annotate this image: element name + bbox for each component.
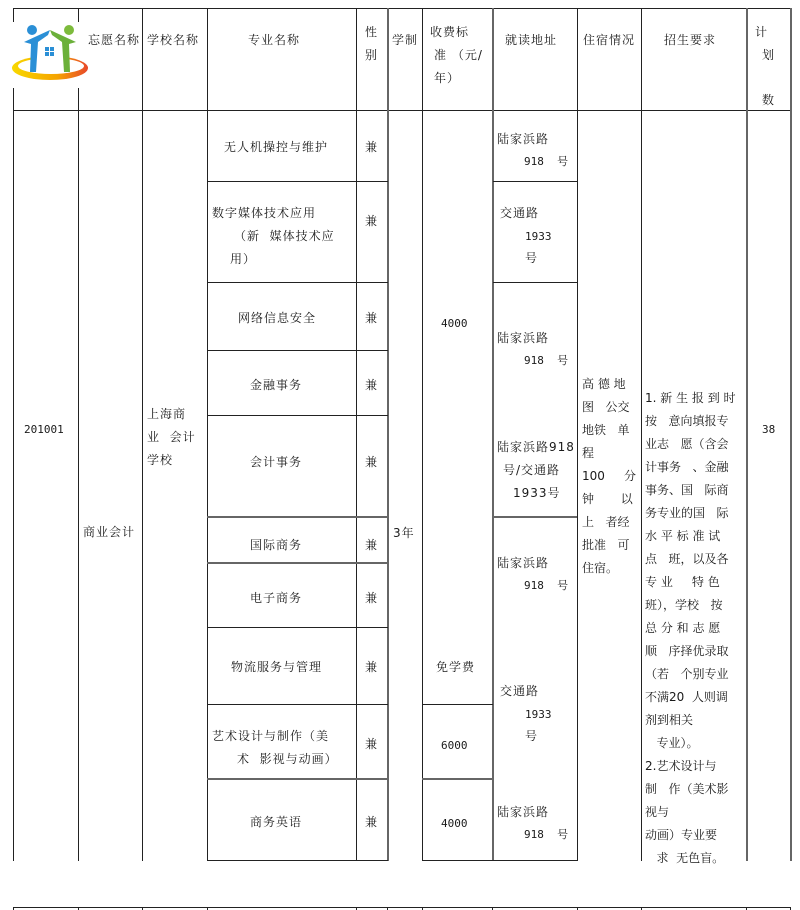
col-border (78, 8, 79, 22)
header-address: 就读地址 (505, 33, 558, 47)
address-1-line-2: 918 号 (524, 155, 569, 168)
address-3-line-2: 918 号 (524, 354, 569, 367)
requirement-line: 事务、国 际商 (645, 483, 729, 497)
address-row-border (493, 282, 577, 283)
header-plan-1: 计 (755, 25, 769, 39)
major-name-line-3: 用） (230, 252, 257, 266)
table-top-border (13, 8, 791, 9)
col-border (207, 8, 208, 861)
row-border (207, 415, 388, 416)
row-border (207, 516, 388, 518)
school-name-line-1: 上海商 (147, 407, 187, 421)
header-major-name: 专业名称 (248, 33, 301, 47)
major-gender: 兼 (365, 815, 379, 829)
header-fee-3: 年） (434, 71, 461, 85)
major-name: 物流服务与管理 (231, 660, 323, 674)
address-2-line-1: 交通路 (500, 206, 540, 220)
header-choice-name: 忘愿名称 (88, 33, 141, 47)
choice-name: 商业会计 (83, 525, 136, 539)
housing-line: 钟 以 (582, 492, 633, 506)
col-border (356, 8, 357, 861)
header-housing: 住宿情况 (583, 33, 636, 47)
requirement-line: 水 平 标 准 试 (645, 529, 721, 543)
fee-address-bottom-border (422, 860, 578, 861)
major-gender: 兼 (365, 311, 379, 325)
fee-row-border (422, 704, 493, 705)
requirement-line: 按 意向填报专 (645, 414, 729, 428)
table-bottom-border (207, 860, 388, 861)
address-3-line-1: 陆家浜路 (497, 331, 550, 345)
plan-count: 38 (762, 423, 776, 436)
major-name: 商务英语 (250, 815, 303, 829)
housing-line: 住宿。 (582, 561, 619, 575)
major-gender: 兼 (365, 455, 379, 469)
major-name-line-1: 艺术设计与制作（美 (212, 729, 330, 743)
col-border (746, 8, 748, 861)
requirement-line: 2.艺术设计与 (645, 759, 717, 773)
address-6-line-2: 1933 (525, 708, 552, 721)
fee-group-1: 4000 (441, 317, 468, 330)
header-bottom-border (13, 110, 791, 111)
address-7-line-1: 陆家浜路 (497, 805, 550, 819)
col-border (422, 8, 423, 861)
requirement-line: 视与 (645, 805, 670, 819)
major-name: 会计事务 (250, 455, 303, 469)
housing-line: 上 者经 (582, 515, 630, 529)
fee-group-3: 6000 (441, 739, 468, 752)
address-4-line-1: 陆家浜路918 (497, 440, 575, 454)
choice-code: 201001 (24, 423, 64, 436)
row-border (207, 181, 388, 182)
major-gender: 兼 (365, 378, 379, 392)
fee-group-2: 免学费 (436, 660, 476, 674)
major-gender: 兼 (365, 140, 379, 154)
major-name: 网络信息安全 (238, 311, 317, 325)
school-name-line-3: 学校 (147, 453, 174, 467)
row-border (207, 704, 388, 705)
header-school-name: 学校名称 (147, 33, 200, 47)
requirement-line: 计事务 、金融 (645, 460, 729, 474)
major-gender: 兼 (365, 737, 379, 751)
requirement-line: 点 班，以及各 (645, 552, 729, 566)
major-name-line-2: （新 媒体技术应 (234, 229, 335, 243)
requirement-line: 不满20 人则调 (645, 690, 728, 704)
address-2-line-2: 1933 (525, 230, 552, 243)
requirement-line: （若 个别专业 (645, 667, 729, 681)
major-gender: 兼 (365, 591, 379, 605)
major-name: 国际商务 (250, 538, 303, 552)
row-border (207, 778, 388, 780)
col-border (142, 8, 143, 861)
header-fee-2: 准 （元/ (434, 48, 483, 62)
logo (10, 22, 90, 84)
header-duration: 学制 (392, 33, 419, 47)
requirement-line: 制 作（美术影 (645, 782, 729, 796)
requirement-line: 业志 愿（含会 (645, 437, 729, 451)
housing-line: 程 (582, 446, 595, 460)
house-people-logo-icon (10, 22, 90, 84)
address-2-line-3: 号 (525, 251, 539, 265)
requirement-line: 专业）。 (645, 736, 699, 750)
col-border (13, 8, 14, 22)
address-6-line-3: 号 (525, 729, 539, 743)
col-border (577, 8, 578, 861)
housing-line: 地铁 单 (582, 423, 630, 437)
major-name: 无人机操控与维护 (224, 140, 329, 154)
housing-line: 图 公交 (582, 400, 630, 414)
address-4-line-3: 1933号 (513, 486, 561, 500)
duration: 3年 (393, 526, 415, 540)
row-border (207, 562, 388, 564)
admission-requirements (645, 387, 745, 870)
requirement-line: 顺 序择优录取 (645, 644, 729, 658)
col-border (78, 88, 79, 861)
header-gender-2: 别 (365, 48, 379, 62)
next-table-top-border (13, 907, 791, 908)
fee-group-4: 4000 (441, 817, 468, 830)
header-fee-1: 收费标 (430, 25, 470, 39)
address-row-border (493, 516, 577, 518)
header-plan-2: 划 (762, 48, 776, 62)
major-name: 金融事务 (250, 378, 303, 392)
major-name-line-2: 术 影视与动画） (237, 752, 338, 766)
housing-info (582, 373, 640, 580)
major-name: 电子商务 (250, 591, 303, 605)
header-gender-1: 性 (365, 25, 379, 39)
col-border (790, 8, 792, 861)
school-name-line-2: 业 会计 (147, 430, 196, 444)
requirement-line: 求 无色盲。 (645, 851, 725, 865)
address-6-line-1: 交通路 (500, 684, 540, 698)
col-border (492, 8, 494, 861)
header-requirements: 招生要求 (664, 33, 717, 47)
col-border (13, 88, 14, 861)
housing-line: 100 分 (582, 469, 636, 483)
major-gender: 兼 (365, 538, 379, 552)
requirement-line: 班），学校 按 (645, 598, 723, 612)
address-7-line-2: 918 号 (524, 828, 569, 841)
address-5-line-1: 陆家浜路 (497, 556, 550, 570)
requirement-line: 专 业 特 色 (645, 575, 720, 589)
col-border (387, 8, 389, 861)
address-1-line-1: 陆家浜路 (497, 132, 550, 146)
row-border (207, 627, 388, 628)
requirement-line: 剂到相关 (645, 713, 694, 727)
header-plan-3: 数 (762, 93, 776, 107)
requirement-line: 总 分 和 志 愿 (645, 621, 721, 635)
col-border (641, 8, 642, 861)
row-border (207, 282, 388, 283)
major-name-line-1: 数字媒体技术应用 (212, 206, 317, 220)
row-border (207, 350, 388, 351)
fee-row-border (422, 778, 493, 780)
housing-line: 批准 可 (582, 538, 630, 552)
housing-line: 高 德 地 (582, 377, 626, 391)
address-5-line-2: 918 号 (524, 579, 569, 592)
requirement-line: 务专业的国 际 (645, 506, 729, 520)
requirement-line: 1. 新 生 报 到 时 (645, 391, 736, 405)
major-gender: 兼 (365, 660, 379, 674)
major-gender: 兼 (365, 214, 379, 228)
requirement-line: 动画）专业要 (645, 828, 718, 842)
address-row-border (493, 181, 577, 182)
address-4-line-2: 号/交通路 (503, 463, 561, 477)
